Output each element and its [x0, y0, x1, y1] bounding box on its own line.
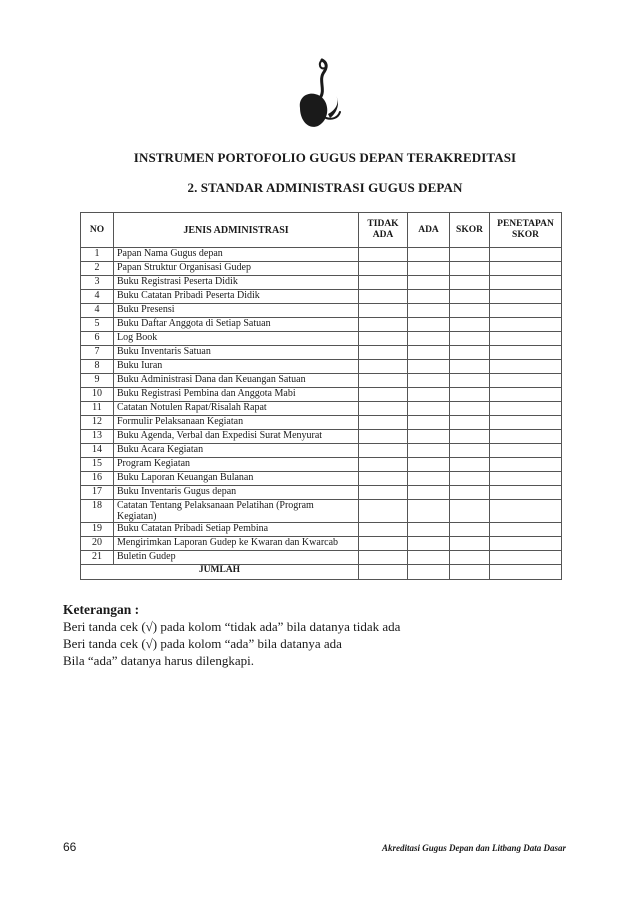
skor-cell[interactable]: [450, 318, 490, 332]
row-number: 15: [81, 458, 114, 472]
row-number: 18: [81, 500, 114, 523]
row-item: Buku Inventaris Gugus depan: [114, 486, 359, 500]
page-number: 66: [63, 840, 77, 854]
skor-cell[interactable]: [450, 248, 490, 262]
skor-cell[interactable]: [450, 346, 490, 360]
row-item: Buku Daftar Anggota di Setiap Satuan: [114, 318, 359, 332]
skor-cell[interactable]: [450, 472, 490, 486]
ada-cell[interactable]: [408, 486, 450, 500]
total-ada-cell[interactable]: [408, 565, 450, 580]
table-row: [81, 318, 562, 332]
row-item: Buku Registrasi Peserta Didik: [114, 276, 359, 290]
penetapan-skor-cell[interactable]: [490, 416, 562, 430]
row-number: 21: [81, 551, 114, 565]
penetapan-skor-cell[interactable]: [490, 346, 562, 360]
table-row: [81, 537, 562, 551]
row-number: 14: [81, 444, 114, 458]
section-title: 2. STANDAR ADMINISTRASI GUGUS DEPAN: [187, 180, 463, 195]
tidak-ada-cell[interactable]: [359, 402, 408, 416]
penetapan-skor-cell[interactable]: [490, 360, 562, 374]
tidak-ada-cell[interactable]: [359, 472, 408, 486]
skor-cell[interactable]: [450, 537, 490, 551]
penetapan-skor-cell[interactable]: [490, 374, 562, 388]
table-row: [81, 430, 562, 444]
tidak-ada-cell[interactable]: [359, 262, 408, 276]
tidak-ada-cell[interactable]: [359, 248, 408, 262]
ada-cell[interactable]: [408, 388, 450, 402]
row-number: 9: [81, 374, 114, 388]
ada-cell[interactable]: [408, 248, 450, 262]
penetapan-skor-cell[interactable]: [490, 523, 562, 537]
row-number: 4: [81, 290, 114, 304]
skor-cell[interactable]: [450, 332, 490, 346]
row-item: Catatan Tentang Pelaksanaan Pelatihan (Program Kegiatan): [114, 500, 359, 523]
ada-cell[interactable]: [408, 500, 450, 523]
tidak-ada-cell[interactable]: [359, 458, 408, 472]
tunas-kelapa-logo-icon: [296, 58, 342, 134]
tidak-ada-cell[interactable]: [359, 537, 408, 551]
tidak-ada-cell[interactable]: [359, 332, 408, 346]
ada-cell[interactable]: [408, 290, 450, 304]
skor-cell[interactable]: [450, 458, 490, 472]
header-ada: ADA: [408, 213, 450, 248]
penetapan-skor-cell[interactable]: [490, 248, 562, 262]
skor-cell[interactable]: [450, 500, 490, 523]
row-number: 11: [81, 402, 114, 416]
header-jenis-administrasi: JENIS ADMINISTRASI: [114, 213, 359, 248]
penetapan-skor-cell[interactable]: [490, 332, 562, 346]
skor-cell[interactable]: [450, 304, 490, 318]
skor-cell[interactable]: [450, 402, 490, 416]
skor-cell[interactable]: [450, 444, 490, 458]
table-row: [81, 360, 562, 374]
tidak-ada-cell[interactable]: [359, 374, 408, 388]
header-skor: SKOR: [450, 213, 490, 248]
row-item: Buku Acara Kegiatan: [114, 444, 359, 458]
ada-cell[interactable]: [408, 458, 450, 472]
header-penetapan-line2: SKOR: [512, 230, 539, 240]
table-row: [81, 388, 562, 402]
row-item: Buletin Gudep: [114, 551, 359, 565]
ada-cell[interactable]: [408, 551, 450, 565]
row-number: 3: [81, 276, 114, 290]
row-item: Buku Catatan Pribadi Setiap Pembina: [114, 523, 359, 537]
table-row: [81, 262, 562, 276]
row-item: Buku Presensi: [114, 304, 359, 318]
row-item: Buku Administrasi Dana dan Keuangan Satuan: [114, 374, 359, 388]
row-item: Program Kegiatan: [114, 458, 359, 472]
skor-cell[interactable]: [450, 388, 490, 402]
table-row: [81, 374, 562, 388]
row-number: 1: [81, 248, 114, 262]
table-row: [81, 500, 562, 523]
ada-cell[interactable]: [408, 402, 450, 416]
table-row: [81, 551, 562, 565]
penetapan-skor-cell[interactable]: [490, 276, 562, 290]
ada-cell[interactable]: [408, 374, 450, 388]
skor-cell[interactable]: [450, 430, 490, 444]
notes-heading: Keterangan :: [63, 602, 140, 617]
tidak-ada-cell[interactable]: [359, 430, 408, 444]
row-number: 2: [81, 262, 114, 276]
ada-cell[interactable]: [408, 318, 450, 332]
penetapan-skor-cell[interactable]: [490, 472, 562, 486]
document-title: INSTRUMEN PORTOFOLIO GUGUS DEPAN TERAKREDITASI: [133, 150, 517, 165]
skor-cell[interactable]: [450, 416, 490, 430]
table-row: [81, 304, 562, 318]
tidak-ada-cell[interactable]: [359, 551, 408, 565]
table-row: [81, 290, 562, 304]
ada-cell[interactable]: [408, 416, 450, 430]
table-row: [81, 332, 562, 346]
table-row: [81, 248, 562, 262]
row-number: 13: [81, 430, 114, 444]
ada-cell[interactable]: [408, 276, 450, 290]
row-item: Buku Laporan Keuangan Bulanan: [114, 472, 359, 486]
penetapan-skor-cell[interactable]: [490, 551, 562, 565]
total-penetapan-cell[interactable]: [490, 565, 562, 580]
row-number: 5: [81, 318, 114, 332]
table-row: [81, 276, 562, 290]
row-item: Papan Struktur Organisasi Gudep: [114, 262, 359, 276]
row-item: Buku Catatan Pribadi Peserta Didik: [114, 290, 359, 304]
row-number: 6: [81, 332, 114, 346]
row-item: Mengirimkan Laporan Gudep ke Kwaran dan Kwarcab: [114, 537, 359, 551]
penetapan-skor-cell[interactable]: [490, 262, 562, 276]
ada-cell[interactable]: [408, 444, 450, 458]
total-row: [81, 565, 562, 580]
header-penetapan-skor: [490, 213, 562, 248]
ada-cell[interactable]: [408, 332, 450, 346]
row-item: Formulir Pelaksanaan Kegiatan: [114, 416, 359, 430]
row-item: Buku Inventaris Satuan: [114, 346, 359, 360]
notes-line: Beri tanda cek (√) pada kolom “tidak ada” bila datanya tidak ada: [63, 619, 401, 634]
tidak-ada-cell[interactable]: [359, 290, 408, 304]
ada-cell[interactable]: [408, 360, 450, 374]
footer-running-title: Akreditasi Gugus Depan dan Litbang Data Dasar: [381, 843, 566, 853]
tidak-ada-cell[interactable]: [359, 444, 408, 458]
row-item: Buku Agenda, Verbal dan Expedisi Surat Menyurat: [114, 430, 359, 444]
total-label: JUMLAH: [81, 565, 359, 580]
penetapan-skor-cell[interactable]: [490, 304, 562, 318]
table-row: [81, 472, 562, 486]
penetapan-skor-cell[interactable]: [490, 458, 562, 472]
ada-cell[interactable]: [408, 262, 450, 276]
row-number: 16: [81, 472, 114, 486]
row-number: 8: [81, 360, 114, 374]
penetapan-skor-cell[interactable]: [490, 500, 562, 523]
row-number: 10: [81, 388, 114, 402]
skor-cell[interactable]: [450, 276, 490, 290]
table-row: [81, 486, 562, 500]
table-row: [81, 416, 562, 430]
row-number: 7: [81, 346, 114, 360]
tidak-ada-cell[interactable]: [359, 360, 408, 374]
ada-cell[interactable]: [408, 472, 450, 486]
ada-cell[interactable]: [408, 523, 450, 537]
table-row: [81, 444, 562, 458]
row-number: 12: [81, 416, 114, 430]
notes-line: Beri tanda cek (√) pada kolom “ada” bila datanya ada: [63, 636, 342, 651]
row-item: Catatan Notulen Rapat/Risalah Rapat: [114, 402, 359, 416]
administration-table: [80, 212, 562, 580]
row-number: 17: [81, 486, 114, 500]
notes-line: Bila “ada” datanya harus dilengkapi.: [63, 653, 254, 668]
header-penetapan-line1: PENETAPAN: [497, 219, 554, 229]
skor-cell[interactable]: [450, 262, 490, 276]
tidak-ada-cell[interactable]: [359, 346, 408, 360]
header-no: NO: [81, 213, 114, 248]
tidak-ada-cell[interactable]: [359, 486, 408, 500]
penetapan-skor-cell[interactable]: [490, 402, 562, 416]
ada-cell[interactable]: [408, 346, 450, 360]
tidak-ada-cell[interactable]: [359, 523, 408, 537]
skor-cell[interactable]: [450, 374, 490, 388]
header-tidak-ada: [359, 213, 408, 248]
notes-section: [63, 601, 400, 669]
row-item: Buku Iuran: [114, 360, 359, 374]
ada-cell[interactable]: [408, 537, 450, 551]
total-skor-cell[interactable]: [450, 565, 490, 580]
penetapan-skor-cell[interactable]: [490, 388, 562, 402]
tidak-ada-cell[interactable]: [359, 304, 408, 318]
penetapan-skor-cell[interactable]: [490, 430, 562, 444]
ada-cell[interactable]: [408, 304, 450, 318]
total-tidak-ada-cell[interactable]: [359, 565, 408, 580]
header-tidak-ada-line2: ADA: [372, 230, 394, 240]
header-tidak-ada-line1: TIDAK: [367, 219, 399, 229]
skor-cell[interactable]: [450, 523, 490, 537]
row-number: 19: [81, 523, 114, 537]
row-number: 20: [81, 537, 114, 551]
row-number: 4: [81, 304, 114, 318]
table-header-row: [81, 213, 562, 248]
table-row: [81, 458, 562, 472]
table-row: [81, 523, 562, 537]
penetapan-skor-cell[interactable]: [490, 318, 562, 332]
row-item: Buku Registrasi Pembina dan Anggota Mabi: [114, 388, 359, 402]
penetapan-skor-cell[interactable]: [490, 486, 562, 500]
tidak-ada-cell[interactable]: [359, 276, 408, 290]
table-row: [81, 402, 562, 416]
penetapan-skor-cell[interactable]: [490, 444, 562, 458]
tidak-ada-cell[interactable]: [359, 318, 408, 332]
skor-cell[interactable]: [450, 360, 490, 374]
tidak-ada-cell[interactable]: [359, 500, 408, 523]
table-row: [81, 346, 562, 360]
ada-cell[interactable]: [408, 430, 450, 444]
penetapan-skor-cell[interactable]: [490, 290, 562, 304]
tidak-ada-cell[interactable]: [359, 388, 408, 402]
penetapan-skor-cell[interactable]: [490, 537, 562, 551]
row-item: Papan Nama Gugus depan: [114, 248, 359, 262]
row-item: Log Book: [114, 332, 359, 346]
tidak-ada-cell[interactable]: [359, 416, 408, 430]
skor-cell[interactable]: [450, 486, 490, 500]
skor-cell[interactable]: [450, 290, 490, 304]
skor-cell[interactable]: [450, 551, 490, 565]
